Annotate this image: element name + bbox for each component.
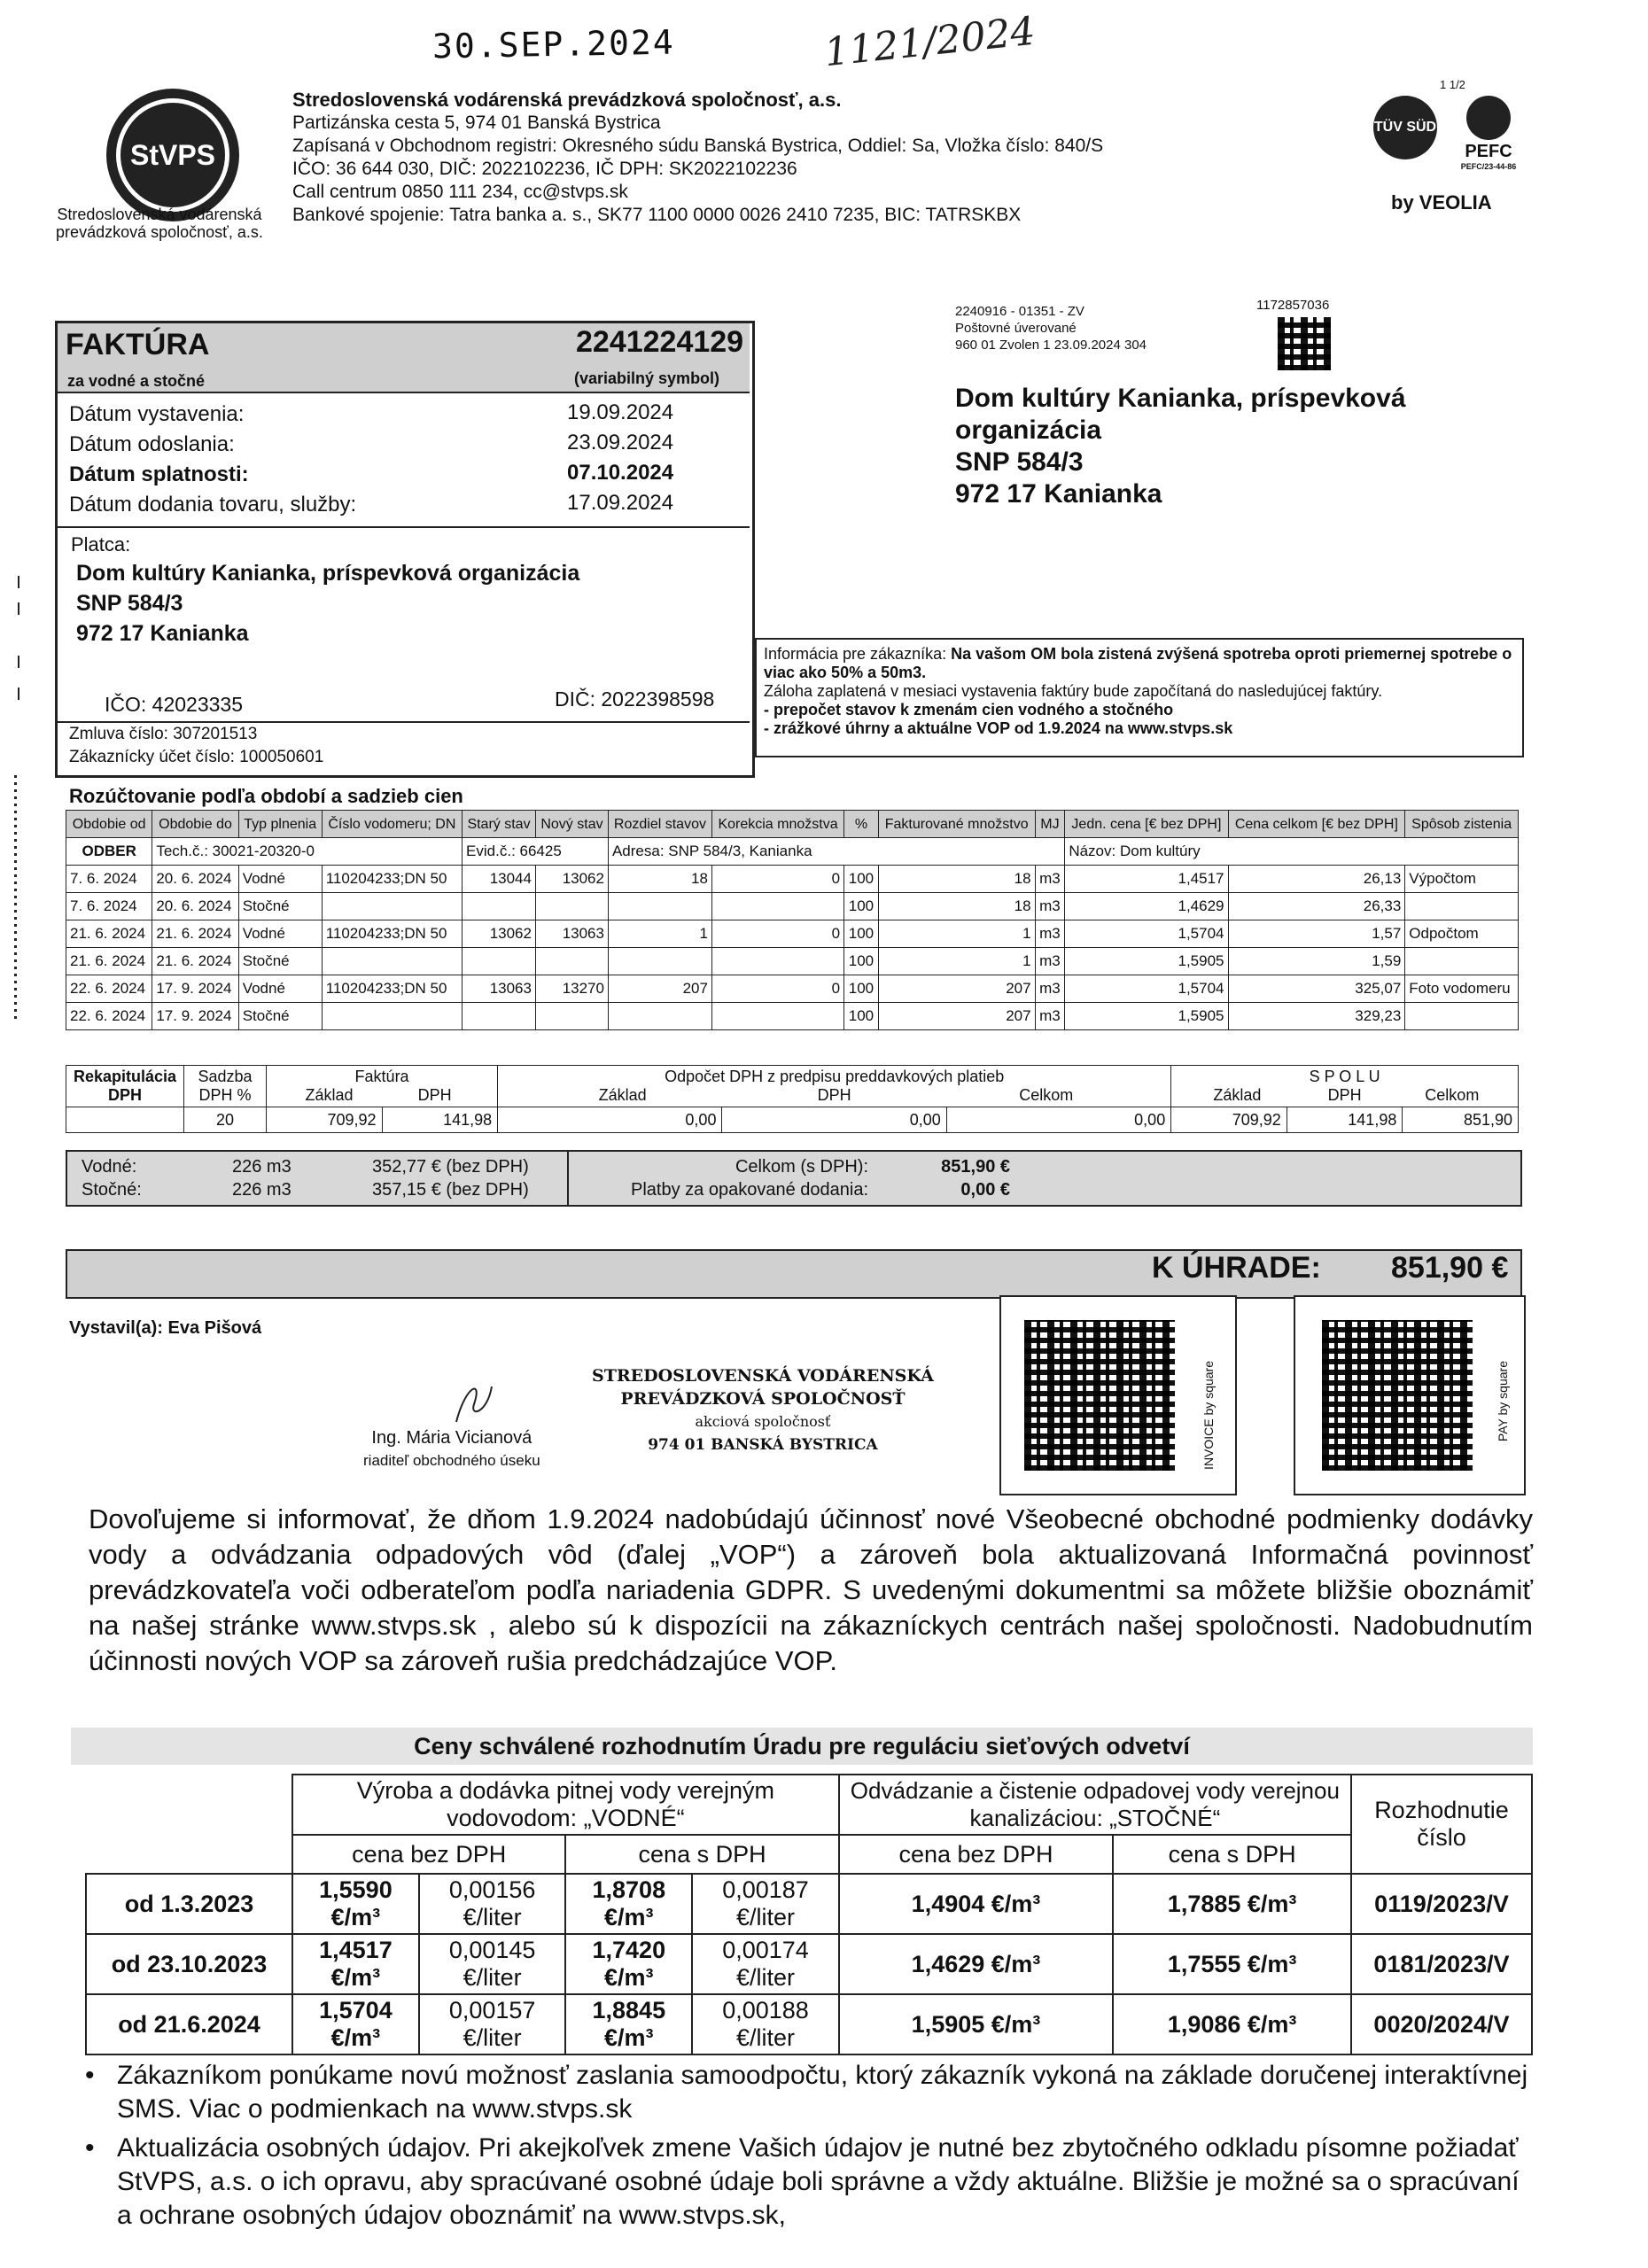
summary-payments-value: 0,00 €	[960, 1180, 1010, 1200]
summary-stocne-amount: 357,15 € (bez DPH)	[372, 1180, 529, 1200]
price-cell: 1,4629 €/m³	[839, 1934, 1113, 1994]
price-cell: 1,7885 €/m³	[1113, 1874, 1351, 1934]
recap-f-dph: 141,98	[382, 1107, 498, 1133]
customer-info-text-4: - zrážkové úhrny a aktuálne VOP od 1.9.2024 na www.stvps.sk	[764, 719, 1233, 737]
prices-vodne-s: cena s DPH	[565, 1835, 838, 1874]
billing-cell: Stočné	[238, 948, 322, 975]
summary-amounts	[372, 1155, 529, 1201]
billing-cell	[535, 1003, 608, 1030]
price-cell: 0020/2024/V	[1351, 1994, 1532, 2054]
summary-stocne-label: Stočné:	[82, 1180, 142, 1200]
billing-cell	[711, 893, 843, 920]
billing-cell: 17. 9. 2024	[152, 975, 238, 1003]
due-date-value: 07.10.2024	[567, 461, 674, 485]
recap-rate: 20	[184, 1107, 267, 1133]
billing-rows	[66, 866, 1519, 1030]
billing-cell: 18	[608, 866, 711, 893]
pefc-label: PEFC	[1465, 142, 1512, 161]
pefc-logo	[1453, 96, 1524, 171]
billing-cell: 7. 6. 2024	[66, 893, 152, 920]
addressee-line-2: organizácia	[955, 416, 1102, 445]
recap-empty	[66, 1107, 184, 1133]
divider	[55, 392, 750, 393]
prices-vodne-header: Výroba a dodávka pitnej vody verejným vodovodom: „VODNÉ“	[292, 1775, 839, 1835]
summary-stocne-qty: 226 m3	[232, 1180, 292, 1200]
issued-by: Vystavil(a): Eva Pišová	[69, 1318, 262, 1338]
delivery-date-value: 17.09.2024	[567, 491, 674, 515]
invoice-qr-box	[999, 1295, 1237, 1495]
col-header: Rozdiel stavov	[608, 811, 711, 838]
billing-cell: 18	[878, 893, 1035, 920]
company-registry: Zapísaná v Obchodnom registri: Okresného súdu Banská Bystrica, Oddiel: Sa, Vložka číslo: 840/S	[292, 136, 1104, 156]
billing-title: Rozúčtovanie podľa období a sadzieb cien	[69, 785, 463, 807]
amount-due-label: K ÚHRADE:	[1152, 1251, 1321, 1285]
billing-cell: 1,4629	[1065, 893, 1228, 920]
recap-total-header	[1171, 1066, 1519, 1107]
contract-number: Zmluva číslo: 307201513	[69, 725, 258, 743]
stvps-logo	[106, 89, 239, 221]
veolia-logo: by VEOLIA	[1391, 191, 1492, 214]
summary-vodne-label: Vodné:	[82, 1157, 137, 1177]
billing-row	[66, 1003, 1519, 1030]
summary-total-label: Celkom (s DPH):	[735, 1157, 868, 1177]
billing-cell: 0	[711, 975, 843, 1003]
price-cell: 1,5590 €/m³	[292, 1874, 419, 1934]
prices-stocne-bez: cena bez DPH	[839, 1835, 1113, 1874]
bullet-item: • Zákazníkom ponúkame novú možnosť zaslania samoodpočtu, ktorý zákazník vykoná na základe doručenej interaktívnej SMS. Viac o podmienkach na www.stvps.sk	[85, 2059, 1533, 2126]
price-cell: 0181/2023/V	[1351, 1934, 1532, 1994]
billing-cell: 0	[711, 920, 843, 948]
col-header: Obdobie od	[66, 811, 152, 838]
billing-cell: 1,59	[1228, 948, 1405, 975]
billing-row	[66, 948, 1519, 975]
postal-datamatrix-icon	[1278, 317, 1331, 370]
odber-address: Adresa: SNP 584/3, Kanianka	[608, 838, 1064, 866]
divider	[55, 526, 750, 528]
margin-mark	[18, 576, 19, 588]
billing-cell: 329,23	[1228, 1003, 1405, 1030]
payer-name: Dom kultúry Kanianka, príspevková organizácia	[76, 561, 580, 586]
company-address: Partizánska cesta 5, 974 01 Banská Bystrica	[292, 113, 661, 133]
payer-city: 972 17 Kanianka	[76, 621, 249, 646]
price-period: od 23.10.2023	[86, 1934, 292, 1994]
recap-rate-header	[184, 1066, 267, 1107]
billing-cell: 325,07	[1228, 975, 1405, 1003]
prices-title: Ceny schválené rozhodnutím Úradu pre reguláciu sieťových odvetví	[71, 1728, 1533, 1765]
tuv-logo: TÜV SÜD	[1373, 96, 1437, 159]
recap-spolu: S P O L U	[1309, 1068, 1380, 1085]
price-cell: 0,00174 €/liter	[692, 1934, 839, 1994]
pefc-code: PEFC/23-44-86	[1460, 162, 1517, 171]
logo-text: StVPS	[116, 98, 229, 212]
company-name: Stredoslovenská vodárenská prevádzková spoločnosť, a.s.	[292, 89, 842, 111]
billing-cell	[711, 1003, 843, 1030]
margin-mark	[18, 602, 19, 615]
billing-cell: 0	[711, 866, 843, 893]
recap-rate-h1: Sadzba	[198, 1068, 253, 1085]
summary-total-values	[886, 1155, 1010, 1201]
billing-cell: Stočné	[238, 893, 322, 920]
billing-cell: 207	[878, 1003, 1035, 1030]
billing-cell	[322, 1003, 462, 1030]
billing-cell: 100	[844, 893, 879, 920]
info-bullets	[85, 2059, 1533, 2238]
billing-cell: 1,5905	[1065, 948, 1228, 975]
billing-cell: 17. 9. 2024	[152, 1003, 238, 1030]
billing-cell: 1	[878, 920, 1035, 948]
bullet-item: • Aktualizácia osobných údajov. Pri akejkoľvek zmene Vašich údajov je nutné bez zbytočného odkladu písomne požiadať StVPS, a.s. o ich opravu, aby spracúvané osobné údaje boli správne a vždy aktuálne. Bližšie je možné sa o spracúvaní a ochrane osobných údajov oboznámiť na www.stvps.sk,	[85, 2132, 1533, 2233]
price-cell: 1,7420 €/m³	[565, 1934, 692, 1994]
billing-cell: 1,5704	[1065, 920, 1228, 948]
company-seal	[592, 1364, 934, 1456]
billing-cell: Vodné	[238, 920, 322, 948]
company-bank: Bankové spojenie: Tatra banka a. s., SK77 1100 0000 0026 2410 7235, BIC: TATRSKBX	[292, 205, 1022, 225]
recap-celkom: Celkom	[1019, 1086, 1074, 1104]
billing-row	[66, 920, 1519, 948]
price-cell: 0,00157 €/liter	[419, 1994, 566, 2054]
recap-f-zaklad: 709,92	[267, 1107, 383, 1133]
recap-celkom: Celkom	[1425, 1086, 1480, 1104]
billing-table	[66, 810, 1519, 1030]
addressee-line-3: SNP 584/3	[955, 447, 1084, 477]
billing-cell: Foto vodomeru	[1405, 975, 1519, 1003]
billing-cell: 100	[844, 1003, 879, 1030]
billing-cell	[1405, 893, 1519, 920]
prices-stocne-header: Odvádzanie a čistenie odpadovej vody verejnou kanalizáciou: „STOČNÉ“	[839, 1775, 1351, 1835]
payer-street: SNP 584/3	[76, 591, 183, 616]
price-cell: 1,4517 €/m³	[292, 1934, 419, 1994]
amount-due-value: 851,90 €	[1391, 1251, 1509, 1285]
recap-rate-h2: DPH %	[198, 1086, 252, 1104]
billing-cell	[1405, 948, 1519, 975]
received-stamp-date: 30.SEP.2024	[431, 22, 676, 66]
billing-cell: 13063	[463, 975, 536, 1003]
postal-line-2: Poštovné úverované	[955, 321, 1077, 336]
signature-icon	[447, 1369, 501, 1431]
col-header: Nový stav	[535, 811, 608, 838]
billing-cell: m3	[1035, 975, 1065, 1003]
billing-cell: m3	[1035, 866, 1065, 893]
summary-total-value: 851,90 €	[941, 1157, 1010, 1177]
customer-info-text-2: Záloha zaplatená v mesiaci vystavenia faktúry bude započítaná do nasledujúcej faktúry.	[764, 682, 1383, 700]
price-cell: 1,9086 €/m³	[1113, 1994, 1351, 2054]
recap-o-zaklad: 0,00	[498, 1107, 722, 1133]
price-cell: 0119/2023/V	[1351, 1874, 1532, 1934]
recap-odpocet: Odpočet DPH z predpisu preddavkových platieb	[665, 1068, 1005, 1085]
recap-label-2: DPH	[107, 1086, 142, 1104]
price-cell: 0,00188 €/liter	[692, 1994, 839, 2054]
pay-qr-label: PAY by square	[1496, 1361, 1510, 1442]
billing-cell: 26,33	[1228, 893, 1405, 920]
billing-row	[66, 893, 1519, 920]
prices-table	[85, 1774, 1533, 2055]
recap-faktura: Faktúra	[354, 1068, 409, 1085]
billing-cell: 21. 6. 2024	[152, 920, 238, 948]
billing-cell: 18	[878, 866, 1035, 893]
billing-cell: 1	[608, 920, 711, 948]
recap-dph: DPH	[1327, 1086, 1362, 1104]
company-ids: IČO: 36 644 030, DIČ: 2022102236, IČ DPH: SK2022102236	[292, 159, 797, 179]
billing-row	[66, 866, 1519, 893]
billing-cell: 207	[608, 975, 711, 1003]
recap-deduction-header	[498, 1066, 1171, 1107]
billing-cell: 20. 6. 2024	[152, 893, 238, 920]
invoice-title: FAKTÚRA	[66, 328, 210, 361]
summary-payments-label: Platby za opakované dodania:	[631, 1180, 868, 1200]
recap-zaklad: Základ	[598, 1086, 647, 1104]
billing-cell: 207	[878, 975, 1035, 1003]
price-period: od 21.6.2024	[86, 1994, 292, 2054]
billing-cell: 21. 6. 2024	[66, 920, 152, 948]
divider	[55, 721, 750, 723]
col-header: %	[844, 811, 879, 838]
variable-symbol-label: (variabilný symbol)	[574, 369, 720, 387]
summary-qty	[232, 1155, 292, 1201]
pefc-icon	[1466, 96, 1511, 140]
col-header: Spôsob zistenia	[1405, 811, 1519, 838]
customer-account: Zákaznícky účet číslo: 100050601	[69, 748, 324, 766]
col-header: Starý stav	[463, 811, 536, 838]
billing-cell: m3	[1035, 1003, 1065, 1030]
margin-barcode	[14, 771, 17, 1019]
billing-cell: 1,4517	[1065, 866, 1228, 893]
billing-cell	[608, 893, 711, 920]
price-row	[86, 1874, 1532, 1934]
billing-cell: 21. 6. 2024	[152, 948, 238, 975]
price-cell: 1,4904 €/m³	[839, 1874, 1113, 1934]
seal-line-3: akciová spoločnosť	[695, 1413, 831, 1430]
vat-recap-table	[66, 1065, 1519, 1133]
handwritten-registry-number: 1121/2024	[821, 8, 1038, 76]
billing-header-row	[66, 811, 1519, 838]
customer-info-label: Informácia pre zákazníka:	[764, 645, 947, 663]
signatory	[363, 1426, 540, 1472]
billing-cell: 1,5704	[1065, 975, 1228, 1003]
customer-info-text-3: - prepočet stavov k zmenám cien vodného a stočného	[764, 701, 1174, 718]
billing-cell	[463, 1003, 536, 1030]
col-header: Korekcia množstva	[711, 811, 843, 838]
send-date-value: 23.09.2024	[567, 431, 674, 454]
col-header: Číslo vodomeru; DN	[322, 811, 462, 838]
margin-mark	[18, 656, 19, 668]
summary-total-labels	[602, 1155, 868, 1201]
recap-dph: DPH	[817, 1086, 851, 1104]
recap-s-celkom: 851,90	[1403, 1107, 1519, 1133]
prices-rows	[86, 1874, 1532, 2054]
invoice-qr-label: INVOICE by square	[1201, 1361, 1216, 1470]
recap-zaklad: Základ	[305, 1086, 354, 1104]
invoice-qr-icon	[1024, 1320, 1175, 1471]
price-row	[86, 1994, 1532, 2054]
billing-cell	[1405, 1003, 1519, 1030]
pay-qr-box	[1294, 1295, 1526, 1495]
seal-line-4: 974 01 BANSKÁ BYSTRICA	[648, 1436, 878, 1454]
prices-empty	[86, 1775, 292, 1835]
billing-cell: Vodné	[238, 866, 322, 893]
payer-label: Platca:	[71, 533, 131, 555]
billing-cell: 13044	[463, 866, 536, 893]
billing-cell: 1	[878, 948, 1035, 975]
page-number: 1 1/2	[1440, 78, 1465, 91]
pay-qr-icon	[1322, 1320, 1473, 1471]
price-cell: 0,00145 €/liter	[419, 1934, 566, 1994]
odber-row	[66, 838, 1519, 866]
prices-empty	[86, 1835, 292, 1874]
logo-caption: Stredoslovenská vodárenská prevádzková spoločnosť, a.s.	[56, 206, 263, 241]
billing-cell: 22. 6. 2024	[66, 975, 152, 1003]
col-header: MJ	[1035, 811, 1065, 838]
price-cell: 1,7555 €/m³	[1113, 1934, 1351, 1994]
billing-cell	[463, 893, 536, 920]
payer-ico: IČO: 42023335	[105, 693, 244, 716]
billing-cell: 1,57	[1228, 920, 1405, 948]
seal-line-1: STREDOSLOVENSKÁ VODÁRENSKÁ	[592, 1366, 934, 1386]
summary-vodne-qty: 226 m3	[232, 1157, 292, 1177]
col-header: Jedn. cena [€ bez DPH]	[1065, 811, 1228, 838]
summary-labels	[82, 1155, 142, 1201]
recap-dph: DPH	[417, 1086, 452, 1104]
recap-label	[66, 1066, 184, 1107]
billing-row	[66, 975, 1519, 1003]
billing-cell	[463, 948, 536, 975]
recap-s-zaklad: 709,92	[1171, 1107, 1287, 1133]
price-period: od 1.3.2023	[86, 1874, 292, 1934]
billing-cell: 26,13	[1228, 866, 1405, 893]
recap-label-1: Rekapitulácia	[73, 1068, 177, 1085]
margin-mark	[18, 687, 19, 700]
company-info	[292, 89, 1103, 227]
billing-cell: 22. 6. 2024	[66, 1003, 152, 1030]
postal-line-3: 960 01 Zvolen 1 23.09.2024 304	[955, 338, 1147, 353]
billing-cell: 13062	[535, 866, 608, 893]
prices-vodne-bez: cena bez DPH	[292, 1835, 565, 1874]
billing-cell: Vodné	[238, 975, 322, 1003]
payer-dic: DIČ: 2022398598	[555, 687, 715, 711]
signatory-role: riaditeľ obchodného úseku	[363, 1452, 540, 1469]
billing-cell: 110204233;DN 50	[322, 920, 462, 948]
col-header: Fakturované množstvo	[878, 811, 1035, 838]
billing-cell: 100	[844, 920, 879, 948]
issue-date-label: Dátum vystavenia:	[69, 402, 245, 426]
price-cell: 1,5905 €/m³	[839, 1994, 1113, 2054]
due-date-label: Dátum splatnosti:	[69, 462, 249, 486]
recap-zaklad: Základ	[1213, 1086, 1262, 1104]
billing-cell: 13063	[535, 920, 608, 948]
recap-invoice-header	[267, 1066, 498, 1107]
billing-cell: m3	[1035, 920, 1065, 948]
issue-date-value: 19.09.2024	[567, 400, 674, 424]
recap-o-dph: 0,00	[722, 1107, 946, 1133]
price-cell: 0,00187 €/liter	[692, 1874, 839, 1934]
billing-cell: 110204233;DN 50	[322, 975, 462, 1003]
billing-cell: 7. 6. 2024	[66, 866, 152, 893]
postal-info	[955, 303, 1147, 353]
billing-cell: Výpočtom	[1405, 866, 1519, 893]
odber-label: ODBER	[66, 838, 152, 866]
vop-notice: Dovoľujeme si informovať, že dňom 1.9.2024 nadobúdajú účinnosť nové Všeobecné obchodné podmienky dodávky vody a odvádzania odpadových vôd (ďalej „VOP“) a zároveň bola aktualizovaná Informačná povinnosť prevádzkovateľa voči odberateľom podľa nariadenia GDPR. S uvedenými dokumentmi sa môžete bližšie oboznámiť na našej stránke www.stvps.sk , alebo sú k dispozícii na zákazníckych centrách našej spoločnosti. Nadobudnutím účinnosti nových VOP sa zároveň rušia predchádzajúce VOP.	[89, 1503, 1533, 1676]
billing-cell: 100	[844, 948, 879, 975]
billing-cell: 1,5905	[1065, 1003, 1228, 1030]
billing-cell: 100	[844, 866, 879, 893]
prices-rozhodnutie-header: Rozhodnutie číslo	[1351, 1775, 1532, 1874]
billing-cell: 20. 6. 2024	[152, 866, 238, 893]
prices-stocne-s: cena s DPH	[1113, 1835, 1351, 1874]
odber-tech: Tech.č.: 30021-20320-0	[152, 838, 463, 866]
billing-cell	[711, 948, 843, 975]
postal-code: 1172857036	[1256, 298, 1330, 313]
billing-cell: 21. 6. 2024	[66, 948, 152, 975]
col-header: Obdobie do	[152, 811, 238, 838]
addressee-block	[955, 383, 1406, 510]
billing-cell	[322, 948, 462, 975]
seal-line-2: PREVÁDZKOVÁ SPOLOČNOSŤ	[620, 1389, 906, 1409]
invoice-subtitle: za vodné a stočné	[67, 372, 206, 390]
price-cell: 1,5704 €/m³	[292, 1994, 419, 2054]
customer-info-box	[755, 638, 1524, 757]
summary-vodne-amount: 352,77 € (bez DPH)	[372, 1157, 529, 1177]
odber-evid: Evid.č.: 66425	[463, 838, 609, 866]
price-row	[86, 1934, 1532, 1994]
addressee-line-1: Dom kultúry Kanianka, príspevková	[955, 384, 1406, 413]
billing-cell: 13062	[463, 920, 536, 948]
recap-s-dph: 141,98	[1287, 1107, 1403, 1133]
divider	[567, 1150, 569, 1205]
col-header: Typ plnenia	[238, 811, 322, 838]
price-cell: 1,8845 €/m³	[565, 1994, 692, 2054]
odber-name: Názov: Dom kultúry	[1065, 838, 1519, 866]
addressee-line-4: 972 17 Kanianka	[955, 479, 1162, 509]
billing-cell	[322, 893, 462, 920]
billing-cell: 100	[844, 975, 879, 1003]
signatory-name: Ing. Mária Vicianová	[371, 1428, 532, 1448]
billing-cell	[535, 948, 608, 975]
company-call-center: Call centrum 0850 111 234, cc@stvps.sk	[292, 182, 628, 202]
postal-line-1: 2240916 - 01351 - ZV	[955, 304, 1084, 319]
col-header: Cena celkom [€ bez DPH]	[1228, 811, 1405, 838]
price-cell: 1,8708 €/m³	[565, 1874, 692, 1934]
billing-cell	[608, 948, 711, 975]
billing-cell: m3	[1035, 893, 1065, 920]
billing-cell: 13270	[535, 975, 608, 1003]
recap-o-celkom: 0,00	[946, 1107, 1170, 1133]
invoice-number: 2241224129	[576, 325, 744, 359]
payer-block	[76, 558, 579, 649]
billing-cell	[608, 1003, 711, 1030]
billing-cell: Stočné	[238, 1003, 322, 1030]
billing-cell: Odpočtom	[1405, 920, 1519, 948]
send-date-label: Dátum odoslania:	[69, 432, 235, 456]
billing-cell: m3	[1035, 948, 1065, 975]
billing-cell: 110204233;DN 50	[322, 866, 462, 893]
price-cell: 0,00156 €/liter	[419, 1874, 566, 1934]
billing-cell	[535, 893, 608, 920]
customer-info-text-1: Na vašom OM bola zistená zvýšená spotreba oproti priemernej spotrebe o viac ako 50% a 50m3.	[764, 645, 1512, 681]
delivery-date-label: Dátum dodania tovaru, služby:	[69, 493, 357, 517]
